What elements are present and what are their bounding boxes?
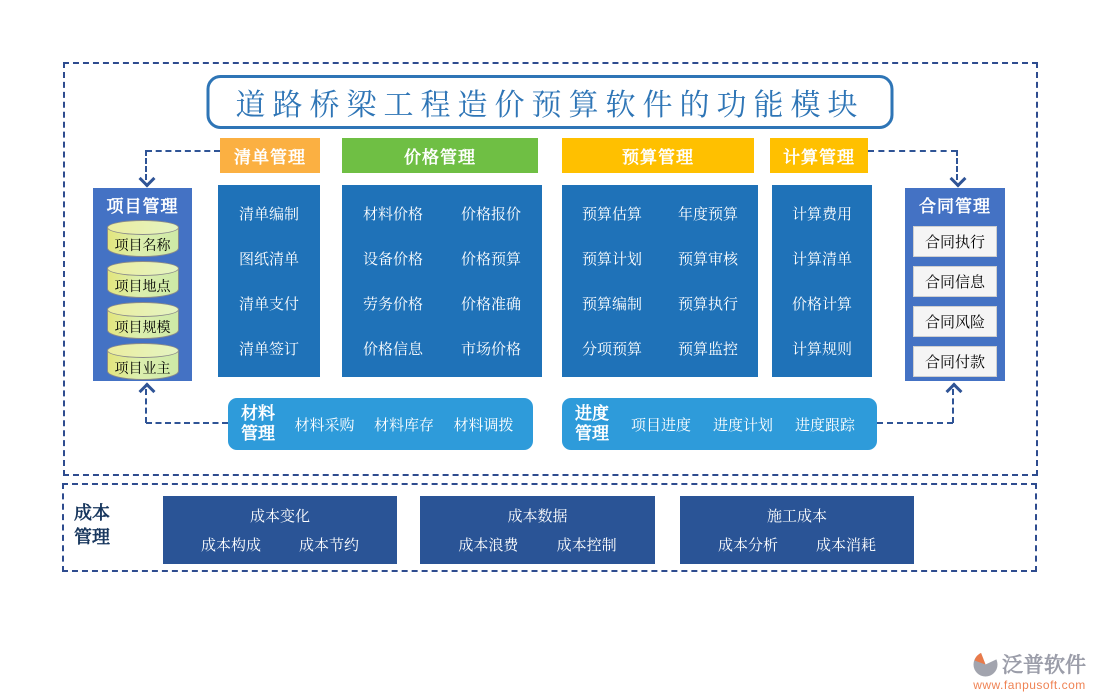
footer-brand: [973, 649, 1086, 692]
cost-item: 成本分析: [717, 536, 778, 554]
contract-item: 合同风险: [913, 306, 997, 337]
cost-item: 成本控制: [556, 536, 617, 554]
budget-item: 预算监控: [677, 341, 738, 358]
price-management-body: [342, 185, 542, 377]
price-item: 市场价格: [460, 341, 521, 358]
budget-item: 分项预算: [581, 341, 642, 358]
cost-management-label: [74, 501, 110, 550]
connector-list-to-project-h: [146, 150, 220, 152]
contract-management-panel: [905, 188, 1005, 381]
header-calc-management: 计算管理: [770, 138, 868, 173]
material-label-line1: 材料: [241, 403, 275, 423]
construction-cost-box: [680, 496, 914, 564]
budget-item: 预算审核: [677, 251, 738, 268]
cost-box-items: [680, 534, 914, 555]
cylinder-top: [107, 302, 179, 317]
price-item: 价格预算: [460, 251, 521, 268]
budget-item: 预算估算: [581, 206, 642, 223]
project-management-panel: [93, 188, 192, 381]
material-label-line2: 管理: [241, 424, 275, 443]
contract-item: 合同付款: [913, 346, 997, 377]
cost-box-items: [420, 534, 655, 555]
cost-item: 成本消耗: [815, 536, 876, 554]
connector-material-to-project-h: [146, 422, 228, 424]
calc-item: 计算规则: [791, 341, 852, 358]
contract-item: 合同执行: [913, 226, 997, 257]
project-item: 项目业主: [114, 360, 171, 376]
cost-box-items: [163, 534, 397, 555]
calc-item: 计算费用: [791, 206, 852, 223]
budget-item: 预算编制: [581, 296, 642, 313]
cost-box-title: 施工成本: [766, 508, 827, 526]
calc-management-body: [772, 185, 872, 377]
header-budget-management: 预算管理: [562, 138, 754, 173]
material-item: 材料调拨: [453, 416, 514, 434]
budget-management-body: [562, 185, 758, 377]
header-price-management: 价格管理: [342, 138, 538, 173]
cost-item: 成本浪费: [458, 536, 519, 554]
progress-bar-items: [609, 414, 877, 435]
project-item: 项目地点: [114, 278, 171, 294]
cost-box-title: 成本数据: [507, 508, 568, 526]
project-item: 项目名称: [114, 237, 171, 253]
price-item: 劳务价格: [362, 296, 423, 313]
contract-panel-title: 合同管理: [919, 197, 991, 216]
cost-label-line2: 管理: [74, 527, 110, 548]
connector-calc-to-contract-h: [868, 150, 957, 152]
brand-row: [973, 649, 1086, 679]
list-item: 清单签订: [238, 341, 299, 358]
budget-item: 年度预算: [677, 206, 738, 223]
fanpu-logo-icon: [973, 652, 998, 677]
project-item: 项目规模: [114, 319, 171, 335]
progress-label-line1: 进度: [575, 403, 609, 423]
price-item: 价格准确: [460, 296, 521, 313]
progress-item: 进度跟踪: [794, 416, 855, 434]
cost-item: 成本构成: [200, 536, 261, 554]
cost-data-box: [420, 496, 655, 564]
budget-item: 预算执行: [677, 296, 738, 313]
calc-item: 计算清单: [791, 251, 852, 268]
progress-item: 进度计划: [712, 416, 773, 434]
database-icon: [107, 220, 179, 258]
cost-change-box: [163, 496, 397, 564]
progress-management-bar: [562, 398, 877, 450]
cost-item: 成本节约: [298, 536, 359, 554]
cylinder-top: [107, 261, 179, 276]
progress-bar-label: [575, 404, 609, 444]
database-icon: [107, 302, 179, 340]
material-management-bar: [228, 398, 533, 450]
price-item: 设备价格: [362, 251, 423, 268]
material-bar-items: [275, 414, 533, 435]
database-icon: [107, 261, 179, 299]
contract-item: 合同信息: [913, 266, 997, 297]
brand-url: www.fanpusoft.com: [973, 678, 1086, 692]
price-item: 价格信息: [362, 341, 423, 358]
connector-progress-to-contract-h: [877, 422, 953, 424]
material-item: 材料采购: [294, 416, 355, 434]
price-item: 材料价格: [362, 206, 423, 223]
page-title: 道路桥梁工程造价预算软件的功能模块: [207, 75, 894, 129]
cost-box-title: 成本变化: [249, 508, 310, 526]
cost-label-line1: 成本: [74, 503, 110, 523]
budget-item: 预算计划: [581, 251, 642, 268]
progress-label-line2: 管理: [575, 424, 609, 443]
cylinder-top: [107, 220, 179, 235]
calc-item: 价格计算: [791, 296, 852, 313]
cylinder-top: [107, 343, 179, 358]
progress-item: 项目进度: [630, 416, 691, 434]
material-item: 材料库存: [373, 416, 434, 434]
list-management-body: [218, 185, 320, 377]
database-icon: [107, 343, 179, 381]
list-item: 清单支付: [238, 296, 299, 313]
material-bar-label: [241, 404, 275, 444]
price-item: 价格报价: [460, 206, 521, 223]
list-item: 图纸清单: [238, 251, 299, 268]
project-panel-title: 项目管理: [106, 197, 179, 216]
list-item: 清单编制: [238, 206, 299, 223]
header-list-management: 清单管理: [220, 138, 320, 173]
brand-name: 泛普软件: [1002, 654, 1086, 677]
